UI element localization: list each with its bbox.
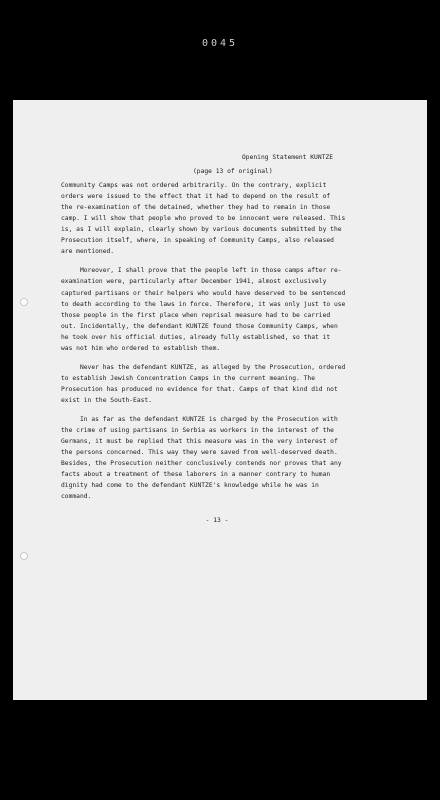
text-line: to establish Jewish Concentration Camps in the current meaning. The bbox=[61, 374, 316, 382]
paragraph bbox=[61, 362, 403, 406]
text-line: Germans, it must be replied that this measure was in the very interest of bbox=[61, 438, 338, 446]
text-line: orders were issued to the effect that it had to depend on the result of bbox=[61, 193, 331, 201]
text-line: examination were, particularly after December 1941, almost exclusively bbox=[61, 278, 327, 286]
text-line: are mentioned. bbox=[61, 248, 115, 256]
text-line: In as far as the defendant KUNTZE is charged by the Prosecution with bbox=[61, 415, 338, 423]
text-line: Moreover, I shall prove that the people left in those camps after re- bbox=[61, 267, 342, 275]
text-line: the re-examination of the detained, whether they had to remain in those bbox=[61, 204, 331, 212]
text-line: was not him who ordered to establish them. bbox=[61, 344, 221, 352]
text-line: he took over his official duties, already fully established, so that it bbox=[61, 333, 331, 341]
punch-hole bbox=[20, 298, 28, 306]
text-line: Never has the defendant KUNTZE, as alleged by the Prosecution, ordered bbox=[61, 363, 346, 371]
text-line: the crime of using partisans in Serbia as workers in the interest of the bbox=[61, 427, 334, 435]
document-heading: Opening Statement KUNTZE bbox=[242, 154, 333, 161]
text-line: to death according to the laws in force. Therefore, it was only just to use bbox=[61, 300, 346, 308]
document-subheading: (page 13 of original) bbox=[193, 168, 273, 176]
text-line: out. Incidentally, the defendant KUNTZE found those Community Camps, when bbox=[61, 322, 338, 330]
page-number: - 13 - bbox=[205, 517, 229, 525]
punch-hole bbox=[20, 552, 28, 560]
frame-number: 0045 bbox=[201, 38, 239, 49]
text-line: exist in the South-East. bbox=[61, 396, 152, 404]
document-page bbox=[13, 100, 427, 700]
text-line: is, as I will explain, clearly shown by various documents submitted by the bbox=[61, 226, 342, 234]
paragraph bbox=[61, 414, 403, 502]
text-line: those people in the first place when reprisal measure had to be carried bbox=[61, 311, 331, 319]
text-line: Prosecution has produced no evidence for that. Camps of that kind did not bbox=[61, 385, 338, 393]
text-line: command. bbox=[61, 493, 92, 501]
text-line: captured partisans or their helpers who would have deserved to be sentenced bbox=[61, 289, 346, 297]
text-line: Community Camps was not ordered arbitrarily. On the contrary, explicit bbox=[61, 182, 327, 190]
paragraph bbox=[61, 265, 403, 353]
text-line: facts about a treatment of these laborers in a manner contrary to human bbox=[61, 471, 331, 479]
text-line: Besides, the Prosecution neither conclusively contends nor proves that any bbox=[61, 460, 342, 468]
text-line: camp. I will show that people who proved to be innocent were released. This bbox=[61, 215, 346, 223]
paragraph bbox=[61, 180, 403, 257]
text-line: dignity had come to the defendant KUNTZE's knowledge while he was in bbox=[61, 482, 319, 490]
text-line: the persons concerned. This way they were saved from well-deserved death. bbox=[61, 449, 338, 457]
text-line: Prosecution itself, where, in speaking of Community Camps, also released bbox=[61, 237, 334, 245]
